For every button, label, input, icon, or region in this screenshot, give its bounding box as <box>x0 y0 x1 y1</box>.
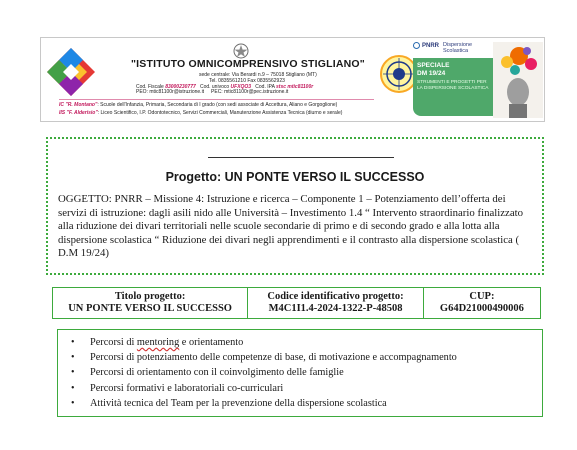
ic-tag: IC "R. Montano" <box>59 102 98 108</box>
cod-fiscale-label: Cod. Fiscale <box>136 84 164 90</box>
header-divider <box>59 99 374 100</box>
iis-tag: IIS "F. Alderisio" <box>59 110 98 116</box>
code-label: Codice identificativo progetto: <box>267 291 404 302</box>
activities-box <box>57 329 543 417</box>
ic-text: : Scuole dell'Infanzia, Primaria, Secondaria di I grado (con sedi associate di Accettura, Aliano e Gorgoglione) <box>97 102 338 108</box>
list-item: • Attività tecnica del Team per la prevenzione della dispersione scolastica <box>71 396 457 411</box>
pec-email: PEC: mtic81100r@pec.istruzione.it <box>211 89 289 95</box>
project-description-box <box>46 137 544 275</box>
pnrr-logo: PNRR <box>413 42 439 49</box>
project-info-table <box>52 287 541 319</box>
project-title: Progetto: UN PONTE VERSO IL SUCCESSO <box>165 170 425 184</box>
institute-name: "ISTITUTO OMNICOMPRENSIVO STIGLIANO" <box>131 58 365 70</box>
code-cell <box>248 288 424 319</box>
code-value: M4C1I1.4-2024-1322-P-48508 <box>268 303 403 314</box>
cod-univoco-label: Cod. univoco <box>199 84 230 90</box>
cup-value: G64D21000490006 <box>439 303 524 314</box>
cod-fiscale-value: 83000230777 <box>165 84 196 90</box>
cup-cell <box>423 288 540 319</box>
spellcheck-word: mentoring <box>136 337 180 348</box>
title-label: Titolo progetto: <box>114 291 186 302</box>
list-item: • Percorsi di mentoring e orientamento <box>71 335 457 350</box>
email-line <box>136 89 288 95</box>
peo-email: PEO: mtic81100r@istruzione.it <box>136 89 205 95</box>
project-subject-text: OGGETTO: PNRR – Missione 4: Istruzione e ricerca – Componente 1 – Potenziamento dell’offerta dei servizi di istruzione: dagli asili nido alle Università – Investimento 1.4 “ Intervento straordinario finalizzato alla riduzione dei divari territoriali nelle scuole secondarie di primo e di secondo grado e alla lotta alla dispersione scolastica “ Riduzione dei divari negli apprendimenti e il contrasto alla dispersione scolastica ( D.M 19/24) <box>58 193 524 260</box>
cod-ipa-label: Cod. IPA <box>255 84 275 90</box>
list-item: • Percorsi di orientamento con il coinvolgimento delle famiglie <box>71 365 457 380</box>
special-title: SPECIALE DM 19/24 <box>417 62 450 77</box>
school-logo-icon <box>45 46 97 98</box>
pnrr-circle-icon <box>413 42 420 49</box>
tel-line: Tel. 0835561210 Fax 0835562923 <box>209 78 285 84</box>
school-letterhead <box>40 37 545 122</box>
title-value: UN PONTE VERSO IL SUCCESSO <box>68 303 232 314</box>
title-rule <box>208 157 394 158</box>
pnrr-subtitle: Dispersione Scolastica <box>443 42 473 54</box>
activities-list <box>71 335 457 411</box>
list-item: • Percorsi di potenziamento delle competenze di base, di motivazione e accompagnamento <box>71 350 457 365</box>
special-desc: STRUMENTI E PROGETTI PER LA DISPERSIONE SCOLASTICA <box>417 80 489 91</box>
title-cell <box>53 288 248 319</box>
table-row <box>53 288 541 319</box>
address-line: sede centrale: Via Berardi n.9 – 75018 Stigliano (MT) <box>199 72 317 78</box>
iis-schools-line <box>59 110 342 116</box>
special-dm-box <box>413 58 493 116</box>
pnrr-banner <box>413 42 543 118</box>
ic-schools-line <box>59 102 337 108</box>
cod-univoco-value: UFXQO3 <box>230 84 252 90</box>
cod-ipa-value: stsc mtic81100r <box>276 84 314 90</box>
iis-text: : Liceo Scientifico, I.P. Odontotecnico, Servizi Commerciali, Manutenzione Assistenza Tecnica (diurno e serale) <box>97 110 343 116</box>
cup-label: CUP: <box>469 291 495 302</box>
list-item: • Percorsi formativi e laboratoriali co-curriculari <box>71 381 457 396</box>
illustration-head-icon <box>493 42 543 118</box>
